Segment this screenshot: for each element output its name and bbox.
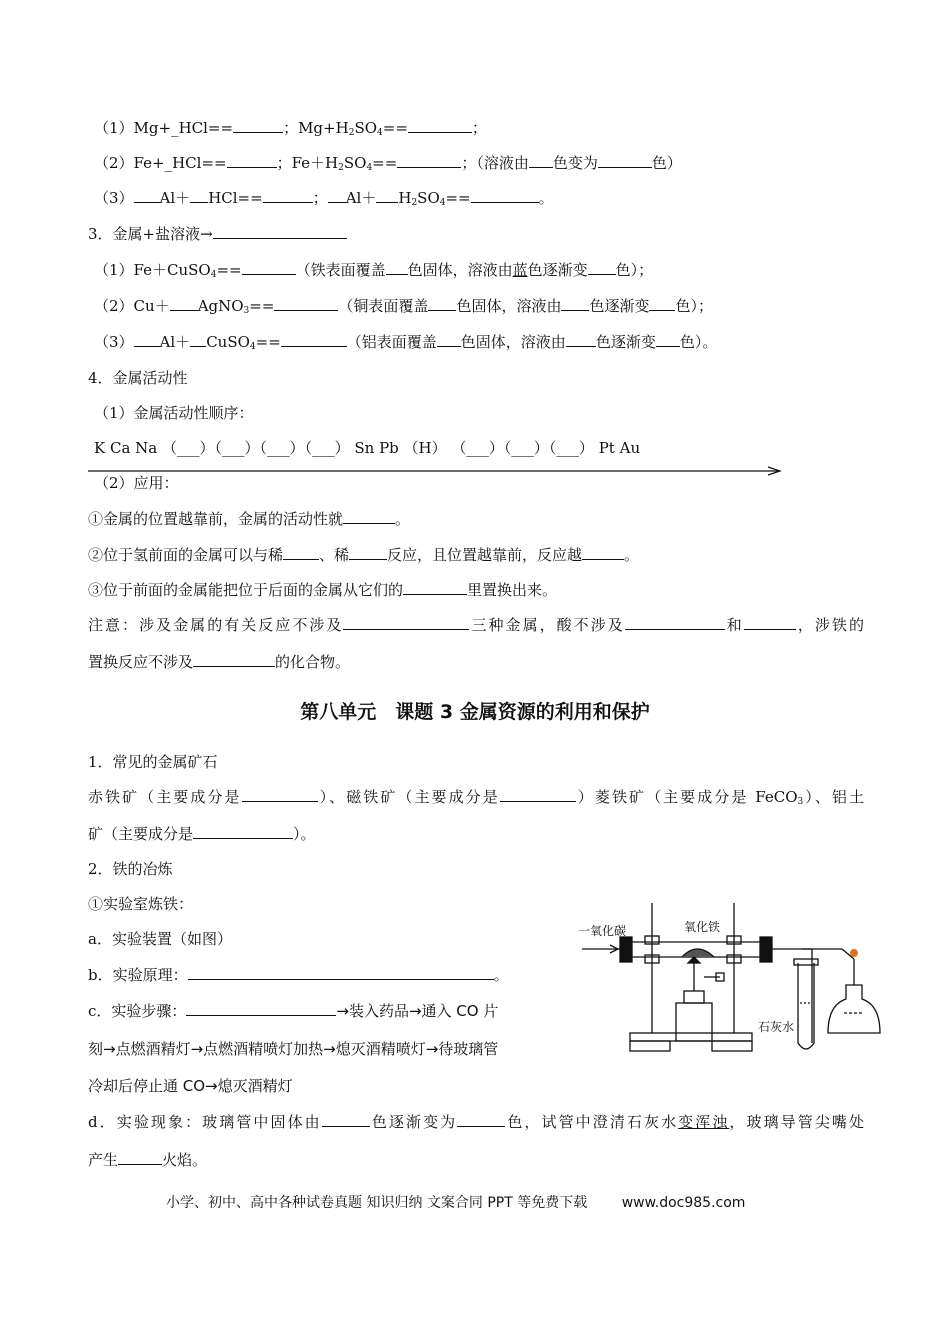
answer-blank[interactable]: [649, 296, 675, 311]
answer-blank[interactable]: [193, 652, 275, 667]
answer-blank[interactable]: [274, 296, 338, 311]
answer-blank[interactable]: [457, 1112, 505, 1127]
step-c-cont-2: 冷却后停止通 CO→熄灭酒精灯: [88, 1077, 293, 1095]
activity-arrow: [88, 466, 788, 476]
ores-line-1: 赤铁矿（主要成分是 ）、磁铁矿（主要成分是 ）菱铁矿（主要成分是 FeCO$_3$）、铝土: [88, 788, 864, 807]
section-heading-activity: 4．金属活动性: [88, 369, 188, 387]
answer-blank[interactable]: [598, 153, 652, 168]
application-1: ①金属的位置越靠前，金属的活动性就 。: [88, 510, 411, 528]
answer-blank[interactable]: [566, 332, 596, 347]
step-c: c．实验步骤： →装入药品→通入 CO 片: [88, 1002, 499, 1020]
answer-blank[interactable]: [582, 545, 624, 560]
answer-blank[interactable]: [188, 965, 494, 980]
answer-blank[interactable]: [471, 188, 539, 203]
application-2: ②位于氢前面的金属可以与稀 、稀 反应，且位置越靠前，反应越 。: [88, 546, 640, 564]
footer-url[interactable]: www.doc985.com: [621, 1195, 746, 1211]
series-blank[interactable]: （___）: [503, 439, 549, 457]
answer-blank[interactable]: [343, 615, 469, 630]
answer-blank[interactable]: [437, 332, 461, 347]
apparatus-figure: [572, 893, 892, 1063]
answer-blank[interactable]: [328, 188, 346, 203]
label-iron-oxide: 氧化铁: [684, 920, 721, 934]
subheading-activity-order: （1）金属活动性顺序：: [94, 404, 254, 422]
answer-blank[interactable]: [134, 332, 160, 347]
ores-line-2: 矿（主要成分是 ）。: [88, 825, 316, 843]
answer-blank[interactable]: [408, 118, 472, 133]
section-heading-ores: 1．常见的金属矿石: [88, 753, 218, 771]
answer-blank[interactable]: [118, 1150, 162, 1165]
step-a: a．实验装置（如图）: [88, 930, 232, 948]
step-c-cont-1: 刻→点燃酒精灯→点燃酒精喷灯加热→熄灭酒精喷灯→待玻璃管: [88, 1040, 499, 1058]
activity-series: K Ca Na （___）（___）（___）（___） Sn Pb （H） （___）（___）（___） Pt Au: [94, 439, 641, 457]
answer-blank[interactable]: [625, 615, 725, 630]
series-blank[interactable]: （___）: [451, 439, 504, 457]
reaction-line-al-cuso4: （3） Al＋ CuSO$_4$== （铝表面覆盖 色固体，溶液由 色逐渐变 色）。: [94, 333, 718, 352]
answer-blank[interactable]: [186, 1001, 336, 1016]
subheading-application: （2）应用：: [94, 474, 179, 492]
answer-blank[interactable]: [386, 260, 408, 275]
section-heading-smelting: 2．铁的冶炼: [88, 860, 173, 878]
label-carbon-monoxide: 一氧化碳: [578, 924, 627, 938]
page-footer: [166, 1192, 745, 1212]
series-blank[interactable]: （___）: [162, 439, 215, 457]
step-d-cont: 产生 火焰。: [88, 1151, 208, 1169]
reaction-line-cu-agno3: （2）Cu＋ AgNO$_3$== （铜表面覆盖 色固体，溶液由 色逐渐变 色）；: [94, 297, 713, 316]
answer-blank[interactable]: [322, 1112, 370, 1127]
note-line-2: 置换反应不涉及 的化合物。: [88, 653, 351, 671]
flame-icon: [850, 949, 858, 957]
answer-blank[interactable]: [656, 332, 680, 347]
answer-blank[interactable]: [281, 332, 347, 347]
step-d: d．实验现象：玻璃管中固体由 色逐渐变为 色，试管中澄清石灰水变浑浊，玻璃导管尖嘴处: [88, 1113, 864, 1131]
series-blank[interactable]: （___）: [304, 439, 350, 457]
unit-title: 第八单元 课题 3 金属资源的利用和保护: [300, 701, 650, 723]
answer-blank[interactable]: [529, 153, 553, 168]
answer-blank[interactable]: [343, 509, 395, 524]
answer-blank[interactable]: [588, 260, 616, 275]
answer-blank[interactable]: [283, 545, 319, 560]
series-blank[interactable]: （___）: [214, 439, 260, 457]
step-b: b．实验原理： 。: [88, 966, 509, 984]
label-limewater: 石灰水: [758, 1020, 795, 1034]
answer-blank[interactable]: [170, 296, 198, 311]
section-heading-metal-salt: 3．金属+盐溶液→: [88, 224, 347, 244]
answer-blank[interactable]: [213, 224, 347, 239]
answer-blank[interactable]: [561, 296, 589, 311]
reaction-line-fe-cuso4: （1）Fe＋CuSO$_4$== （铁表面覆盖 色固体，溶液由蓝色逐渐变 色）；: [94, 261, 654, 280]
series-blank[interactable]: （___）: [259, 439, 305, 457]
subheading-lab-smelting: ①实验室炼铁：: [88, 895, 194, 913]
answer-blank[interactable]: [376, 188, 398, 203]
answer-blank[interactable]: [227, 153, 277, 168]
answer-blank[interactable]: [403, 580, 467, 595]
answer-blank[interactable]: [193, 824, 293, 839]
answer-blank[interactable]: [744, 615, 796, 630]
answer-blank[interactable]: [190, 188, 208, 203]
answer-blank[interactable]: [397, 153, 461, 168]
equation-line-mg: （1）Mg+_HCl== ；$Mg+H_2SO_4==$ ；: [94, 119, 487, 138]
answer-blank[interactable]: [263, 188, 313, 203]
footer-text: 小学、初中、高中各种试卷真题 知识归纳 文案合同 PPT 等免费下载: [166, 1195, 588, 1211]
answer-blank[interactable]: [242, 260, 296, 275]
answer-blank[interactable]: [134, 188, 160, 203]
answer-blank[interactable]: [349, 545, 387, 560]
equation-line-fe: （2）Fe+_HCl== ；$Fe+H_2SO_4==$ ；（溶液由 色变为 色）: [94, 154, 682, 173]
series-blank[interactable]: （___）: [548, 439, 594, 457]
answer-blank[interactable]: [242, 787, 318, 802]
answer-blank[interactable]: [190, 332, 206, 347]
answer-blank[interactable]: [428, 296, 456, 311]
equation-line-al: （3） Al＋ HCl== ； $Al+ H_2SO_4==$ 。: [94, 189, 554, 208]
application-3: ③位于前面的金属能把位于后面的金属从它们的 里置换出来。: [88, 581, 558, 599]
answer-blank[interactable]: [233, 118, 283, 133]
answer-blank[interactable]: [500, 787, 576, 802]
note-line-1: 注意：涉及金属的有关反应不涉及 三种金属，酸不涉及 和 ，涉铁的: [88, 616, 864, 634]
